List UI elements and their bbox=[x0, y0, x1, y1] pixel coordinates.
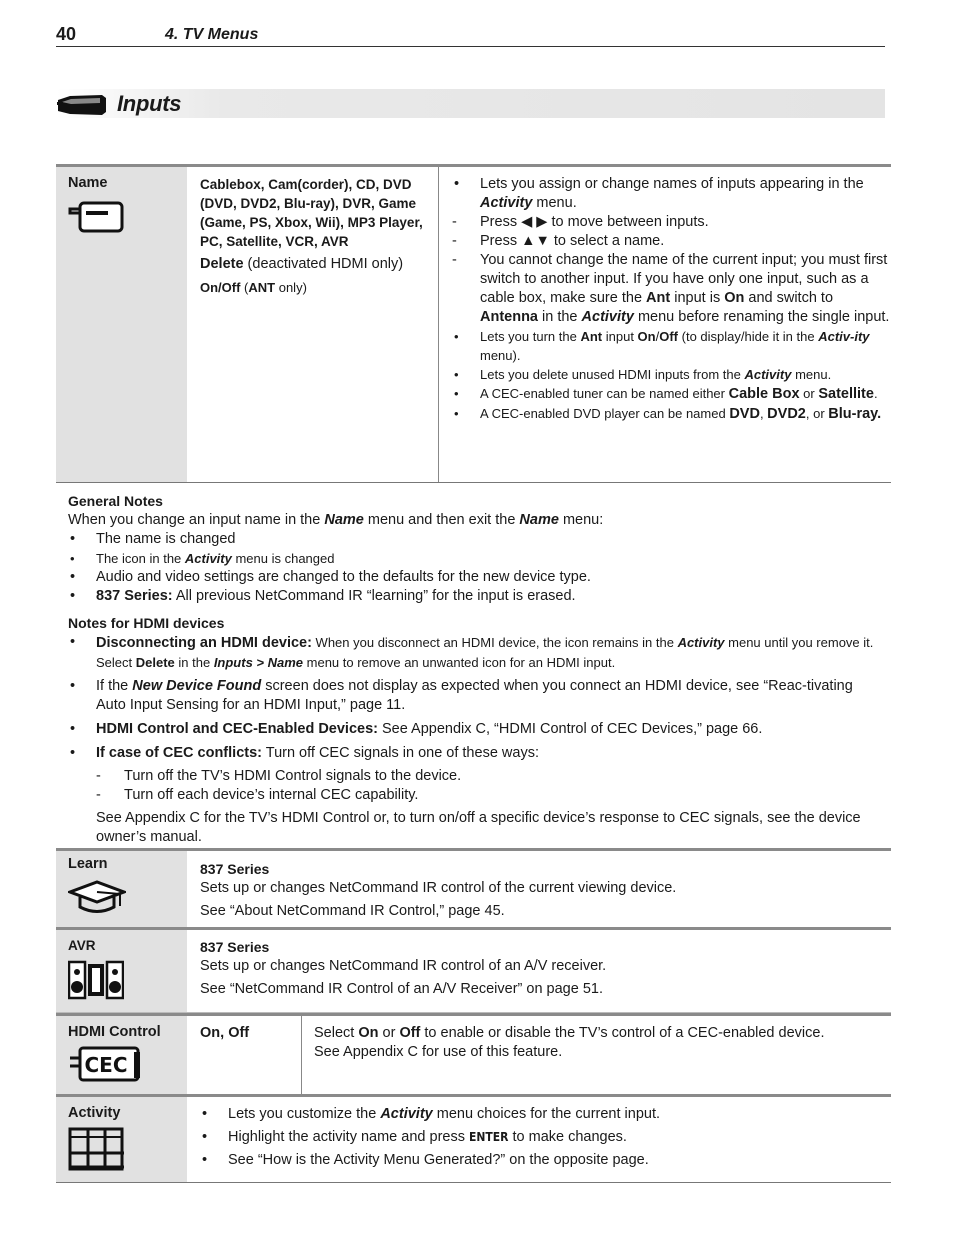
list-item: • 837 Series: All previous NetCommand IR “learning” for the input is erased. bbox=[68, 587, 883, 606]
onoff-option: On/Off (ANT only) bbox=[200, 280, 307, 295]
list-item: • See “How is the Activity Menu Generated?” on the opposite page. bbox=[200, 1151, 880, 1170]
table-rule bbox=[56, 482, 891, 483]
column-divider bbox=[438, 167, 439, 482]
section-title: Inputs bbox=[117, 91, 182, 116]
list-item: • Highlight the activity name and press ENTER to make changes. bbox=[200, 1128, 880, 1147]
list-item: • Lets you delete unused HDMI inputs from the Activity menu. bbox=[452, 365, 892, 384]
description-line: See “NetCommand IR Control of an A/V Receiver” on page 51. bbox=[200, 981, 603, 997]
hdmi-notes-heading: Notes for HDMI devices bbox=[68, 615, 225, 631]
page-number: 40 bbox=[56, 24, 77, 44]
avr-label: AVR bbox=[68, 938, 96, 953]
list-item: • A CEC-enabled DVD player can be named DVD, DVD2, or Blu-ray. bbox=[452, 404, 892, 424]
name-label: Name bbox=[68, 175, 108, 191]
hdmi-control-label: HDMI Control bbox=[68, 1024, 161, 1040]
input-icon bbox=[68, 201, 124, 238]
graduation-cap-icon bbox=[68, 880, 126, 923]
list-item: • Disconnecting an HDMI device: When you disconnect an HDMI device, the icon remains in the Activity menu until you remove it. Select Delete in the Inputs > Name menu to remove an unwanted icon for an HDMI input. bbox=[68, 633, 883, 673]
cec-notes-tail: See Appendix C for the TV’s HDMI Control or, to turn on/off a specific device’s response to CEC signals, see the device owner’s manual. bbox=[96, 810, 861, 845]
list-item: - You cannot change the name of the current input; you must first switch to another input. If you have only one input, such as a cable box, make sure the Ant input is On and switch to Antenna in the Activity menu before renaming the single input. bbox=[452, 251, 892, 327]
activity-description bbox=[200, 1105, 880, 1170]
learn-label: Learn bbox=[68, 856, 108, 872]
chapter-title: 4. TV Menus bbox=[165, 26, 259, 43]
header-rule bbox=[56, 46, 885, 47]
input-plug-icon bbox=[56, 92, 108, 123]
speakers-icon bbox=[68, 960, 124, 1005]
svg-text:CEC: CEC bbox=[84, 1053, 128, 1077]
list-item: • Lets you assign or change names of inputs appearing in the Activity menu. bbox=[452, 175, 892, 213]
learn-description bbox=[200, 860, 880, 921]
table-rule bbox=[56, 1182, 891, 1183]
list-item: - Turn off each device’s internal CEC capability. bbox=[96, 786, 883, 805]
name-options: Cablebox, Cam(corder), CD, DVD (DVD, DVD2, Blu-ray), DVR, Game (Game, PS, Xbox, Wii), MP3 Player, PC, Satellite, VCR, AVR bbox=[200, 177, 423, 249]
list-item: • Lets you customize the Activity menu choices for the current input. bbox=[200, 1105, 880, 1124]
cec-icon bbox=[68, 1044, 142, 1089]
series-label: 837 Series bbox=[200, 939, 270, 955]
description-line: Sets up or changes NetCommand IR control of an A/V receiver. bbox=[200, 958, 607, 974]
hdmi-control-description: Select On or Off to enable or disable the TV’s control of a CEC-enabled device. See Appendix C for use of this feature. bbox=[314, 1025, 825, 1060]
delete-option: Delete (deactivated HDMI only) bbox=[200, 256, 404, 272]
list-item: - Press ◀ ▶ to move between inputs. bbox=[452, 213, 892, 232]
list-item: • If the New Device Found screen does not display as expected when you connect an HDMI device, see “Reac-tivating Auto Input Sensing for an HDMI Input,” page 11. bbox=[68, 677, 883, 715]
list-item: • Lets you turn the Ant input On/Off (to display/hide it in the Activ-ity menu). bbox=[452, 327, 892, 365]
description-line: See “About NetCommand IR Control,” page 45. bbox=[200, 903, 505, 919]
description-line: Sets up or changes NetCommand IR control of the current viewing device. bbox=[200, 880, 677, 896]
list-item: • HDMI Control and CEC-Enabled Devices: See Appendix C, “HDMI Control of CEC Devices,” page 66. bbox=[68, 720, 883, 739]
list-item: - Turn off the TV’s HDMI Control signals to the device. bbox=[96, 767, 883, 786]
series-label: 837 Series bbox=[200, 861, 270, 877]
general-notes-heading: General Notes bbox=[68, 493, 163, 509]
list-item: - Press ▲▼ to select a name. bbox=[452, 232, 892, 251]
list-item: • If case of CEC conflicts: Turn off CEC signals in one of these ways: bbox=[68, 744, 883, 763]
list-item: • The icon in the Activity menu is changed bbox=[68, 549, 883, 568]
activity-grid-icon bbox=[68, 1127, 126, 1176]
hdmi-control-options: On, Off bbox=[200, 1025, 250, 1041]
avr-description bbox=[200, 938, 880, 999]
general-notes-intro: When you change an input name in the Name menu and then exit the Name menu: bbox=[68, 512, 604, 528]
list-item: • The name is changed bbox=[68, 530, 883, 549]
list-item: • A CEC-enabled tuner can be named either Cable Box or Satellite. bbox=[452, 384, 892, 404]
column-divider bbox=[301, 1016, 302, 1094]
activity-label: Activity bbox=[68, 1105, 121, 1121]
list-item: • Audio and video settings are changed to the defaults for the new device type. bbox=[68, 568, 883, 587]
notes-section bbox=[68, 492, 883, 847]
name-description bbox=[452, 175, 892, 424]
